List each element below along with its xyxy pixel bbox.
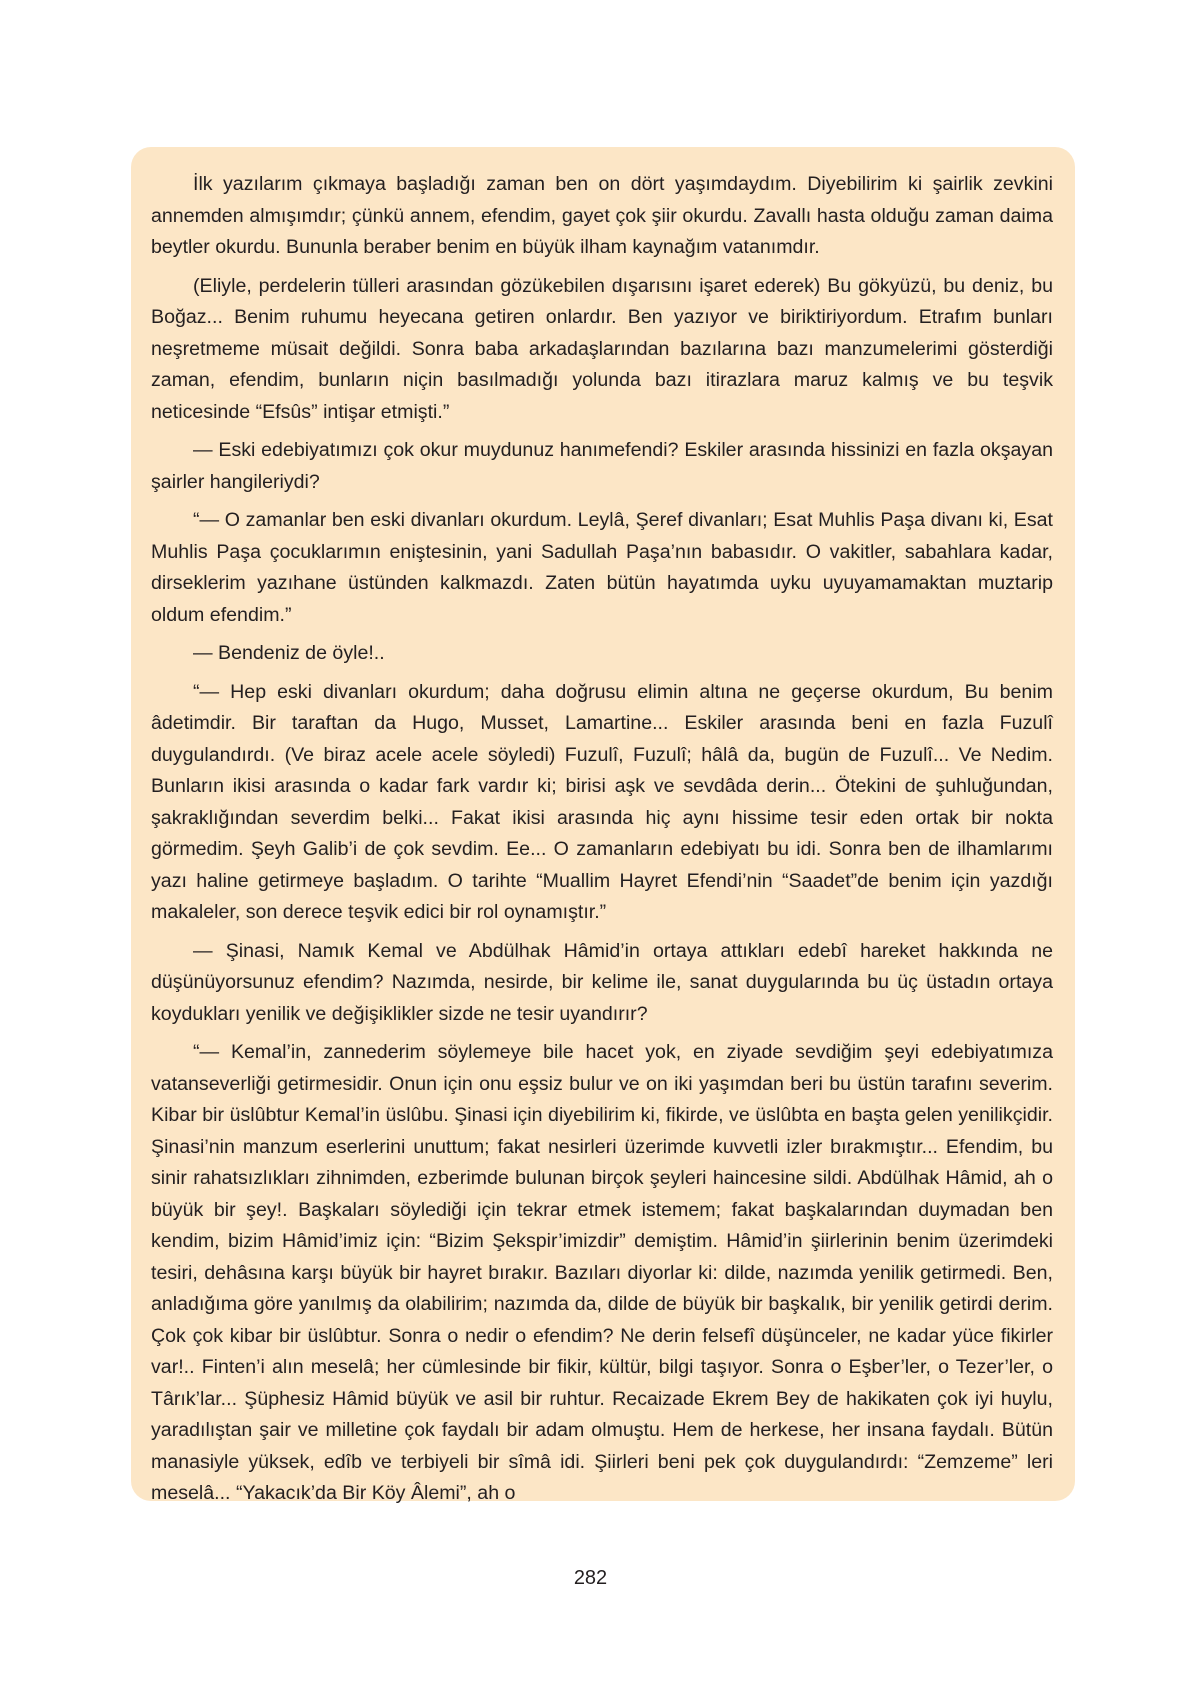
paragraph-4: “— O zamanlar ben eski divanları okurdum. Leylâ, Şeref divanları; Esat Muhlis Paşa divanı ki, Esat Muhlis Paşa çocuklarımın eniştesinin, yani Sadullah Paşa’nın babasıdır. O vakitler, sabahlara kadar, dirseklerim yazıhane üstünden kalkmazdı. Zaten bütün hayatımda uyku uyuyamamaktan muztarip oldum efendim.” [151,509,1053,626]
paragraph-6: “— Hep eski divanları okurdum; daha doğrusu elimin altına ne geçerse okurdum, Bu benim âdetimdir. Bir taraftan da Hugo, Musset, Lamartine... Eskiler arasında beni en fazla Fuzulî duygulandırdı. (Ve biraz acele acele söyledi) Fuzulî, Fuzulî; hâlâ da, bugün de Fuzulî... Ve Nedim. Bunların ikisi arasında o kadar fark vardır ki; birisi aşk ve sevdâda derin... Ötekini de şuhluğundan, şakraklığından severdim belki... Fakat ikisi arasında hiç aynı hissime tesir eden ortak bir nokta görmedim. Şeyh Galib’i de çok sevdim. Ee... O zamanların edebiyatı bu idi. Sonra ben de ilhamlarımı yazı haline getirmeye başladım. O tarihte “Muallim Hayret Efendi’nin “Saadet”de benim için yazdığı makaleler, son derece teşvik edici bir rol oynamıştır.” [151,680,1053,923]
paragraph-1: İlk yazılarım çıkmaya başladığı zaman ben on dört yaşımdaydım. Diyebilirim ki şairlik zevkini annemden almışımdır; çünkü annem, efendim, gayet çok şiir okurdu. Zavallı hasta olduğu zaman daima beytler okurdu. Bununla beraber benim en büyük ilham kaynağım vatanımdır. [151,173,1053,258]
paragraph-8: “— Kemal’in, zannederim söylemeye bile hacet yok, en ziyade sevdiğim şeyi edebiyatımıza vatanseverliği getirmesidir. Onun için onu eşsiz bulur ve on iki yaşımdan beri bu üstün tarafını severim. Kibar bir üslûbtur Kemal’in üslûbu. Şinasi için diyebilirim ki, fikirde, ve üslûbta en başta gelen yenilikçidir. Şinasi’nin manzum eserlerini unuttum; fakat nesirleri üzerimde kuvvetli izler bırakmıştır... Efendim, bu sinir rahatsızlıkları zihnimden, ezberimde bulunan birçok şeyleri haincesine sildi. Abdülhak Hâmid, ah o büyük bir şey!. Başkaları söylediği için tekrar etmek istemem; fakat başkalarından duymadan ben kendim, bizim Hâmid’imiz için: “Bizim Şekspir’imizdir” demiştim. Hâmid’in şiirlerinin benim üzerimdeki tesiri, dehâsına karşı büyük bir hayret bırakır. Bazıları diyorlar ki: dilde, nazımda yenilik getirmedi. Ben, anladığıma göre yanılmış da olabilirim; nazımda da, dilde de büyük bir başkalık, bir yenilik getirdi derim. Çok çok kibar bir üslûbtur. Sonra o nedir o efendim? Ne derin felsefî düşünceler, ne kadar yüce fikirler var!.. Finten’i alın meselâ; her cümlesinde bir fikir, kültür, bilgi taşıyor. Sonra o Eşber’ler, o Tezer’ler, o Târık’lar... Şüphesiz Hâmid büyük ve asil bir ruhtur. Recaizade Ekrem Bey de hakikaten çok iyi huylu, yaradılıştan şair ve milletine çok faydalı bir adam olmuştu. Hem de herkese, her insana faydalı. Bütün manasiyle yüksek, edîb ve terbiyeli bir sîmâ idi. Şiirleri beni pek çok duygulandırdı: “Zemzeme” leri meselâ... “Yakacık’da Bir Köy Âlemi”, ah o [151,1041,1053,1504]
paragraph-3: — Eski edebiyatımızı çok okur muydunuz hanımefendi? Eskiler arasında hissinizi en fazla okşayan şairler hangileriydi? [151,439,1053,493]
paragraph-7: — Şinasi, Namık Kemal ve Abdülhak Hâmid’in ortaya attıkları edebî hareket hakkında ne düşünüyorsunuz efendim? Nazımda, nesirde, bir kelime ile, sanat duygularında bu üç üstadın ortaya koydukları yenilik ve değişiklikler sizde ne tesir uyandırır? [151,939,1053,1025]
paragraph-2: (Eliyle, perdelerin tülleri arasından gözükebilen dışarısını işaret ederek) Bu gökyüzü, bu deniz, bu Boğaz... Benim ruhumu heyecana getiren onlardır. Ben yazıyor ve biriktiriyordum. Etrafım bunları neşretmeme müsait değildi. Sonra baba arkadaşlarından bazılarına bazı manzumelerimi gösterdiği zaman, efendim, bunların niçin basılmadığı yolunda bazı itirazlara maruz kalmış ve bu teşvik neticesinde “Efsûs” intişar etmişti.” [151,274,1053,423]
page-number: 282 [573,1567,608,1589]
text-panel [131,147,1075,1504]
paragraph-5: — Bendeniz de öyle!.. [193,642,385,664]
